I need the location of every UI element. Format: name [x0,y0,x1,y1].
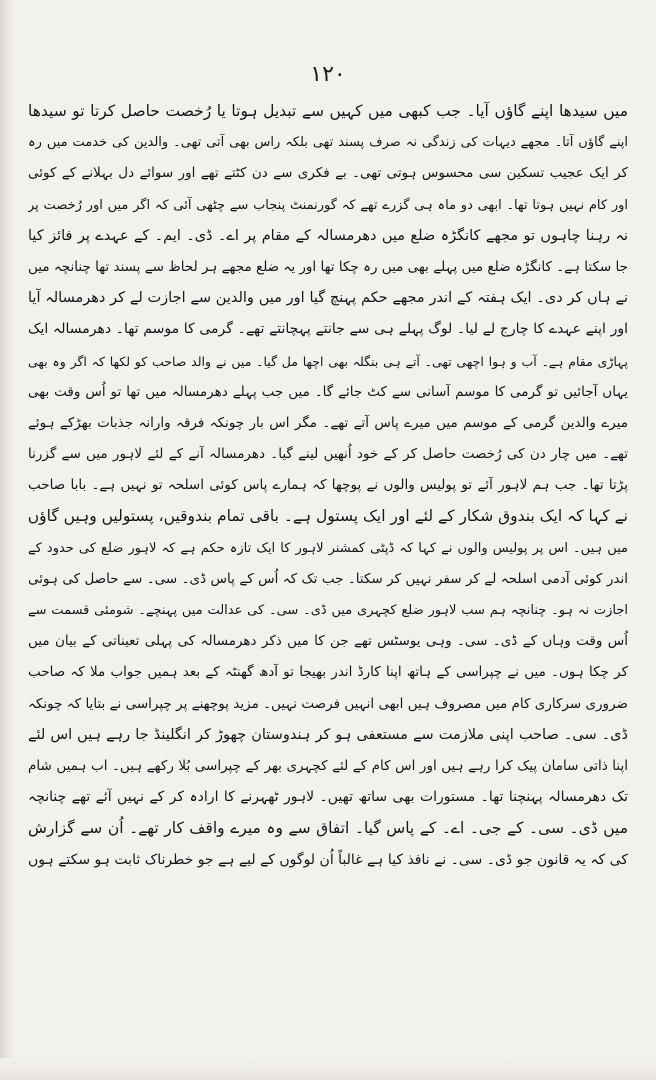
text-line: اور کام نہیں ہوتا تھا۔ ابھی دو ماہ ہی گزرے تھے کہ گورنمنٹ پنجاب سے چٹھی آئی کہ اگر میں اور رُخصت پر [28,197,628,213]
text-line: یہاں آجائیں تو گرمی کا موسم آسانی سے کٹ جائے گا۔ میں جب پہلے دھرمسالہ میں تھا تو اُس وقت بھی [28,383,628,400]
text-line: کر ایک عجیب تسکین سی محسوس ہوتی تھی۔ بے فکری سے دن کٹتے تھے اور سوائے دل بہلانے کے کوئی [28,165,628,182]
text-line: میں ہیں۔ اس پر پولیس والوں نے کہا کہ ڈپٹی کمشنر لاہور کا ایک تازہ حکم ہے کہ لاہور ضلع کی حدود کے [28,540,628,556]
body-text [28,96,628,876]
text-line: اجازت نہ ہو۔ چنانچہ ہم سب لاہور ضلع کچہری میں ڈی۔ سی۔ کی عدالت میں پہنچے۔ شومئی قسمت سے [28,603,628,618]
page-bottom-shade [0,1058,656,1080]
text-line: اور اپنے عہدے کا چارج لے لیا۔ لوگ پہلے ہی سے جانتے پہچانتے تھے۔ گرمی کا موسم تھا۔ دھرمسالہ ایک [28,321,628,338]
text-line: پہاڑی مقام ہے۔ آب و ہوا اچھی تھی۔ آتے ہی بنگلہ بھی اچھا مل گیا۔ میں نے والد صاحب کو لکھا کہ اگر وہ بھی [28,353,628,369]
page-number: ۱۲۰ [310,62,346,87]
text-line: نے ہاں کر دی۔ ایک ہفتہ کے اندر مجھے حکم پہنچ گیا اور میں والدین سے اجازت لے کر دھرمسالہ آیا [28,290,628,307]
text-line: اندر کوئی آدمی اسلحہ لے کر سفر نہیں کر سکتا۔ جب تک کہ اُس کے پاس ڈی۔ سی۔ سے حاصل کی ہوئی [28,570,628,587]
text-line: نہ رہنا چاہوں تو مجھے کانگڑہ ضلع میں دھرمسالہ کے مقام پر اے۔ ڈی۔ ایم۔ کے عہدے پر فائز کیا [28,227,628,244]
text-line: ضروری سرکاری کام میں مصروف ہیں ابھی انہیں فرصت نہیں۔ مزید پوچھنے پر چپراسی نے بتایا کہ چونکہ [28,695,628,712]
text-line: تک دھرمسالہ پہنچنا تھا۔ مستورات بھی ساتھ تھیں۔ لاہور ٹھہرنے کا ارادہ کر کے نہیں آئے تھے چنانچہ [28,789,628,806]
text-line: پڑتا تھا۔ جب ہم لاہور آئے تو پولیس والوں نے پوچھا کہ ہمارے پاس کوئی اسلحہ تو نہیں ہے۔ بابا صاحب [28,477,628,494]
text-line: میرے والدین گرمی کے موسم میں میرے پاس آتے تھے۔ مگر اس بار چونکہ فرقہ وارانہ جذبات بھڑکے ہوئے [28,414,628,431]
text-line: تھے۔ میں چار دن کی رُخصت حاصل کر کے خود اُنھیں لینے گیا۔ دھرمسالہ آنے کے لئے لاہور میں سے گزرنا [28,446,628,463]
text-line: اُس وقت وہاں کے ڈی۔ سی۔ وہی یوسٹس تھے جن کا میں ذکر دھرمسالہ کی پہلی تعیناتی کے بیان میں [28,633,628,650]
text-line: میں ڈی۔ سی۔ کے جی۔ اے۔ کے پاس گیا۔ اتفاق سے وہ میرے واقف کار تھے۔ اُن سے گزارش [28,819,628,838]
text-line: اپنا ذاتی سامان پیک کرا رہے ہیں اور اس کام کے لئے کچہری بھر کے چپراسی بُلا رکھے ہیں۔ اب ہمیں شام [28,757,628,774]
text-line: ڈی۔ سی۔ صاحب اپنی ملازمت سے مستعفی ہو کر ہندوستان چھوڑ کر انگلینڈ جا رہے ہیں اس لئے [28,726,628,743]
text-line: جا سکتا ہے۔ کانگڑہ ضلع میں پہلے بھی میں رہ چکا تھا اور یہ ضلع مجھے ہر لحاظ سے پسند تھا چنانچہ میں [28,258,628,275]
text-line: میں سیدھا اپنے گاؤں آیا۔ جب کبھی میں کہیں سے تبدیل ہوتا یا رُخصت حاصل کرتا تو سیدھا [28,102,628,120]
text-line: نے کہا کہ ایک بندوق شکار کے لئے اور ایک پستول ہے۔ باقی تمام بندوقیں، پستولیں وہیں گاؤں [28,507,628,526]
page-binding-shadow [0,0,14,1080]
text-line: اپنے گاؤں آتا۔ مجھے دیہات کی زندگی نہ صرف پسند تھی بلکہ راس بھی آتی تھی۔ والدین کی خدمت میں رہ [28,135,628,151]
text-line: کی کہ یہ قانون جو ڈی۔ سی۔ نے نافذ کیا ہے غالباً اُن لوگوں کے لیے ہے جو خطرناک ثابت ہو سکتے ہوں [28,851,628,868]
text-line: کر چکا ہوں۔ میں نے چپراسی کے ہاتھ اپنا کارڈ اندر بھیجا تو آدھ گھنٹہ کے بعد ہمیں جواب ملا کہ صاحب [28,664,628,681]
